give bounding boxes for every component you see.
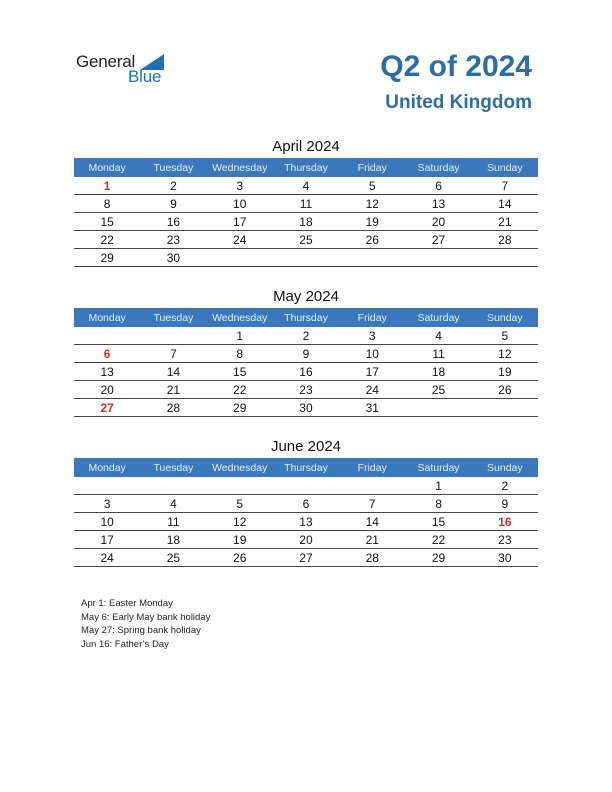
weekday-header: Friday xyxy=(339,308,405,327)
day-cell: 18 xyxy=(273,213,339,231)
week-row xyxy=(74,213,538,231)
weekday-header: Thursday xyxy=(273,458,339,477)
day-cell: 3 xyxy=(74,495,140,513)
weekday-header: Thursday xyxy=(273,158,339,177)
weekday-header: Tuesday xyxy=(140,458,206,477)
day-cell: 28 xyxy=(339,549,405,567)
holiday-note: May 27: Spring bank holiday xyxy=(81,625,201,636)
day-cell: 5 xyxy=(472,327,538,345)
day-cell: 20 xyxy=(405,213,471,231)
day-cell: 11 xyxy=(405,345,471,363)
day-cell xyxy=(140,327,206,345)
weekday-header: Monday xyxy=(74,308,140,327)
month-title: June 2024 xyxy=(270,438,342,455)
day-cell: 30 xyxy=(140,249,206,267)
day-cell xyxy=(339,249,405,267)
day-cell: 13 xyxy=(273,513,339,531)
day-cell: 26 xyxy=(472,381,538,399)
day-cell: 7 xyxy=(472,177,538,195)
week-row xyxy=(74,399,538,417)
day-cell: 10 xyxy=(339,345,405,363)
weekday-header: Sunday xyxy=(472,308,538,327)
day-cell: 24 xyxy=(339,381,405,399)
day-cell: 14 xyxy=(339,513,405,531)
day-cell: 28 xyxy=(140,399,206,417)
weekday-header: Wednesday xyxy=(207,158,273,177)
day-cell: 14 xyxy=(140,363,206,381)
day-cell: 25 xyxy=(405,381,471,399)
logo-text-blue: Blue xyxy=(128,67,162,86)
month-title: April 2024 xyxy=(272,138,340,155)
day-cell: 26 xyxy=(207,549,273,567)
week-row xyxy=(74,177,538,195)
day-cell: 8 xyxy=(74,195,140,213)
day-cell: 12 xyxy=(207,513,273,531)
day-cell: 22 xyxy=(207,381,273,399)
logo xyxy=(76,52,176,88)
holiday-note: Apr 1: Easter Monday xyxy=(81,598,173,609)
day-cell xyxy=(74,327,140,345)
day-cell: 17 xyxy=(74,531,140,549)
weekday-header: Sunday xyxy=(472,158,538,177)
day-cell: 23 xyxy=(472,531,538,549)
month-calendar-april xyxy=(74,136,538,267)
week-row xyxy=(74,195,538,213)
week-row xyxy=(74,495,538,513)
week-row xyxy=(74,549,538,567)
weekday-header: Wednesday xyxy=(207,308,273,327)
week-row xyxy=(74,249,538,267)
day-cell: 2 xyxy=(472,477,538,495)
weekday-header: Saturday xyxy=(405,458,471,477)
day-cell: 26 xyxy=(339,231,405,249)
day-cell: 17 xyxy=(207,213,273,231)
day-cell: 16 xyxy=(273,363,339,381)
weekday-header: Tuesday xyxy=(140,158,206,177)
weekday-header-row xyxy=(74,458,538,477)
week-row xyxy=(74,513,538,531)
month-calendar-june xyxy=(74,436,538,567)
month-grid xyxy=(74,158,538,267)
day-cell: 6 xyxy=(74,345,140,363)
day-cell: 6 xyxy=(273,495,339,513)
day-cell xyxy=(140,477,206,495)
day-cell: 5 xyxy=(207,495,273,513)
day-cell: 24 xyxy=(207,231,273,249)
day-cell xyxy=(472,249,538,267)
day-cell: 23 xyxy=(273,381,339,399)
day-cell: 4 xyxy=(405,327,471,345)
day-cell: 13 xyxy=(405,195,471,213)
day-cell: 3 xyxy=(339,327,405,345)
day-cell: 3 xyxy=(207,177,273,195)
day-cell: 11 xyxy=(273,195,339,213)
week-row xyxy=(74,477,538,495)
day-cell xyxy=(472,399,538,417)
day-cell: 9 xyxy=(140,195,206,213)
week-row xyxy=(74,327,538,345)
day-cell xyxy=(74,477,140,495)
day-cell: 17 xyxy=(339,363,405,381)
day-cell: 13 xyxy=(74,363,140,381)
day-cell: 19 xyxy=(339,213,405,231)
weekday-header-row xyxy=(74,308,538,327)
day-cell: 4 xyxy=(140,495,206,513)
weekday-header: Wednesday xyxy=(207,458,273,477)
week-row xyxy=(74,231,538,249)
day-cell: 27 xyxy=(273,549,339,567)
day-cell: 22 xyxy=(405,531,471,549)
week-row xyxy=(74,381,538,399)
week-row xyxy=(74,531,538,549)
day-cell xyxy=(273,477,339,495)
day-cell: 9 xyxy=(472,495,538,513)
day-cell: 12 xyxy=(339,195,405,213)
month-calendar-may xyxy=(74,286,538,417)
day-cell: 4 xyxy=(273,177,339,195)
day-cell: 15 xyxy=(74,213,140,231)
day-cell: 31 xyxy=(339,399,405,417)
holiday-note: May 6: Early May bank holiday xyxy=(81,611,211,623)
weekday-header: Saturday xyxy=(405,308,471,327)
day-cell: 18 xyxy=(140,531,206,549)
day-cell: 8 xyxy=(207,345,273,363)
day-cell xyxy=(405,249,471,267)
day-cell: 21 xyxy=(339,531,405,549)
day-cell: 25 xyxy=(140,549,206,567)
day-cell: 30 xyxy=(472,549,538,567)
day-cell: 20 xyxy=(273,531,339,549)
day-cell: 8 xyxy=(405,495,471,513)
day-cell: 27 xyxy=(405,231,471,249)
day-cell: 18 xyxy=(405,363,471,381)
day-cell: 12 xyxy=(472,345,538,363)
day-cell: 7 xyxy=(339,495,405,513)
weekday-header: Friday xyxy=(339,458,405,477)
day-cell: 1 xyxy=(405,477,471,495)
day-cell: 2 xyxy=(273,327,339,345)
day-cell: 15 xyxy=(405,513,471,531)
weekday-header-row xyxy=(74,158,538,177)
day-cell: 5 xyxy=(339,177,405,195)
weekday-header: Thursday xyxy=(273,308,339,327)
day-cell: 27 xyxy=(74,399,140,417)
day-cell: 29 xyxy=(207,399,273,417)
weekday-header: Monday xyxy=(74,158,140,177)
day-cell xyxy=(405,399,471,417)
day-cell: 16 xyxy=(140,213,206,231)
day-cell: 2 xyxy=(140,177,206,195)
day-cell: 11 xyxy=(140,513,206,531)
day-cell: 7 xyxy=(140,345,206,363)
day-cell xyxy=(339,477,405,495)
day-cell: 14 xyxy=(472,195,538,213)
weekday-header: Tuesday xyxy=(140,308,206,327)
day-cell: 24 xyxy=(74,549,140,567)
weekday-header: Sunday xyxy=(472,458,538,477)
day-cell xyxy=(273,249,339,267)
day-cell: 30 xyxy=(273,399,339,417)
day-cell: 29 xyxy=(74,249,140,267)
day-cell: 22 xyxy=(74,231,140,249)
day-cell: 9 xyxy=(273,345,339,363)
day-cell xyxy=(207,249,273,267)
day-cell: 15 xyxy=(207,363,273,381)
day-cell: 21 xyxy=(140,381,206,399)
month-title: May 2024 xyxy=(273,288,339,305)
day-cell: 21 xyxy=(472,213,538,231)
day-cell: 1 xyxy=(74,177,140,195)
day-cell xyxy=(207,477,273,495)
day-cell: 19 xyxy=(207,531,273,549)
week-row xyxy=(74,363,538,381)
month-grid xyxy=(74,458,538,567)
weekday-header: Saturday xyxy=(405,158,471,177)
day-cell: 6 xyxy=(405,177,471,195)
day-cell: 1 xyxy=(207,327,273,345)
logo-text-general: General xyxy=(76,52,136,71)
weekday-header: Friday xyxy=(339,158,405,177)
day-cell: 19 xyxy=(472,363,538,381)
month-grid xyxy=(74,308,538,417)
holiday-notes xyxy=(81,597,210,651)
country-subtitle: United Kingdom xyxy=(385,92,532,113)
day-cell: 10 xyxy=(207,195,273,213)
day-cell: 25 xyxy=(273,231,339,249)
day-cell: 29 xyxy=(405,549,471,567)
day-cell: 20 xyxy=(74,381,140,399)
holiday-note: Jun 16: Father’s Day xyxy=(81,638,169,650)
week-row xyxy=(74,345,538,363)
day-cell: 28 xyxy=(472,231,538,249)
day-cell: 23 xyxy=(140,231,206,249)
weekday-header: Monday xyxy=(74,458,140,477)
page-title: Q2 of 2024 xyxy=(380,50,532,83)
day-cell: 10 xyxy=(74,513,140,531)
day-cell: 16 xyxy=(472,513,538,531)
